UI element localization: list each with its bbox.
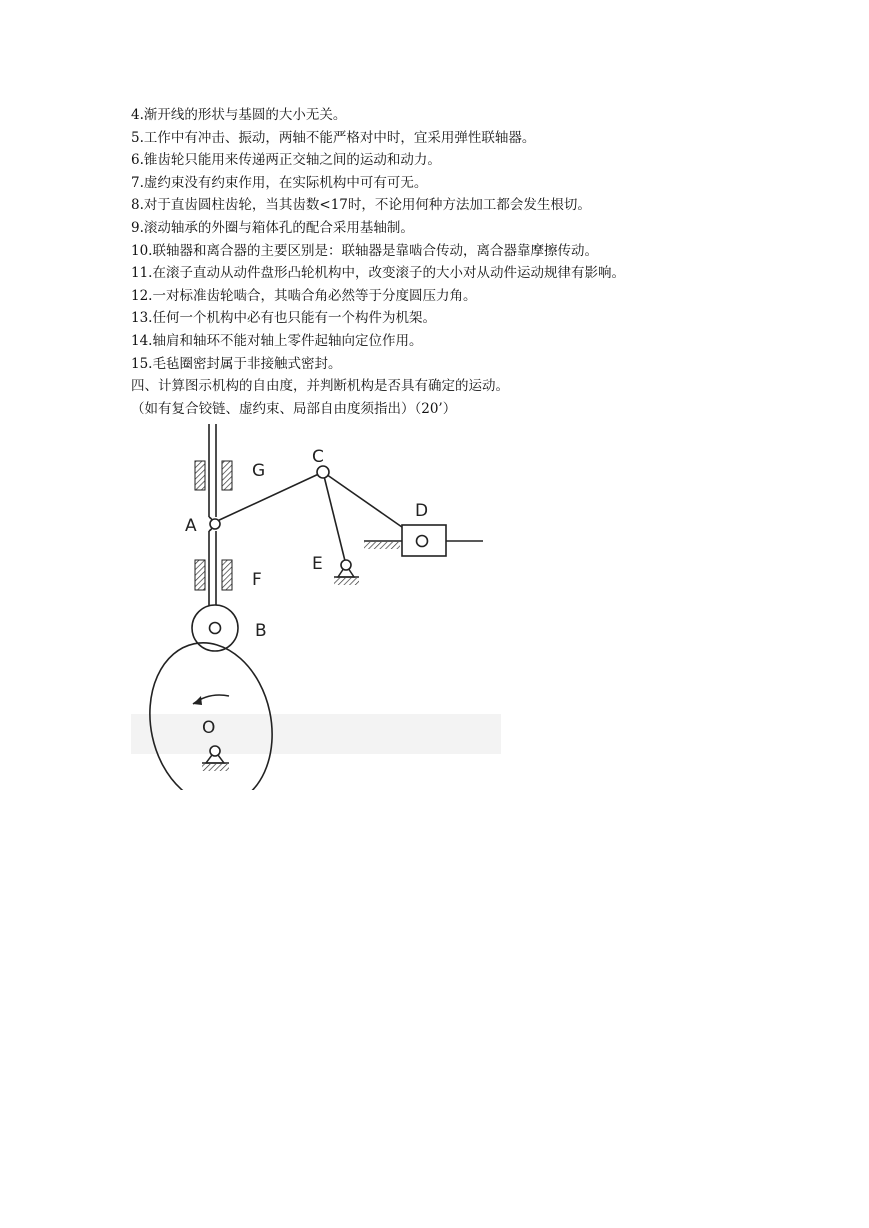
section-4-note: （如有复合铰链、虚约束、局部自由度须指出）（20’） <box>131 400 457 417</box>
label-o: O <box>202 718 216 738</box>
statement-9: 9.滚动轴承的外圈与箱体孔的配合采用基轴制。 <box>131 219 414 236</box>
label-d: D <box>415 501 429 521</box>
label-b: B <box>255 621 267 641</box>
label-g: G <box>252 461 266 481</box>
statement-11: 11.在滚子直动从动件盘形凸轮机构中，改变滚子的大小对从动件运动规律有影响。 <box>131 265 625 282</box>
statement-7: 7.虚约束没有约束作用，在实际机构中可有可无。 <box>131 174 428 191</box>
statement-14: 14.轴肩和轴环不能对轴上零件起轴向定位作用。 <box>131 332 423 349</box>
statement-8: 8.对于直齿圆柱齿轮，当其齿数<17时，不论用何种方法加工都会发生根切。 <box>131 197 591 214</box>
mechanism-figure <box>131 424 501 790</box>
label-a: A <box>185 516 197 536</box>
statement-10: 10.联轴器和离合器的主要区别是：联轴器是靠啮合传动，离合器靠摩擦传动。 <box>131 242 598 259</box>
statement-12: 12.一对标准齿轮啮合，其啮合角必然等于分度圆压力角。 <box>131 287 477 304</box>
section-4-title: 四、计算图示机构的自由度，并判断机构是否具有确定的运动。 <box>131 378 509 395</box>
label-f: F <box>252 570 262 590</box>
statement-6: 6.锥齿轮只能用来传递两正交轴之间的运动和动力。 <box>131 152 441 169</box>
statement-15: 15.毛毡圈密封属于非接触式密封。 <box>131 355 342 372</box>
label-e: E <box>312 554 323 574</box>
joint-c <box>317 466 329 478</box>
question-list <box>131 104 831 420</box>
statement-5: 5.工作中有冲击、振动，两轴不能严格对中时，宜采用弹性联轴器。 <box>131 129 536 146</box>
statement-4: 4.渐开线的形状与基圆的大小无关。 <box>131 107 347 123</box>
statement-13: 13.任何一个机构中必有也只能有一个构件为机架。 <box>131 310 436 327</box>
label-c: C <box>312 447 324 467</box>
